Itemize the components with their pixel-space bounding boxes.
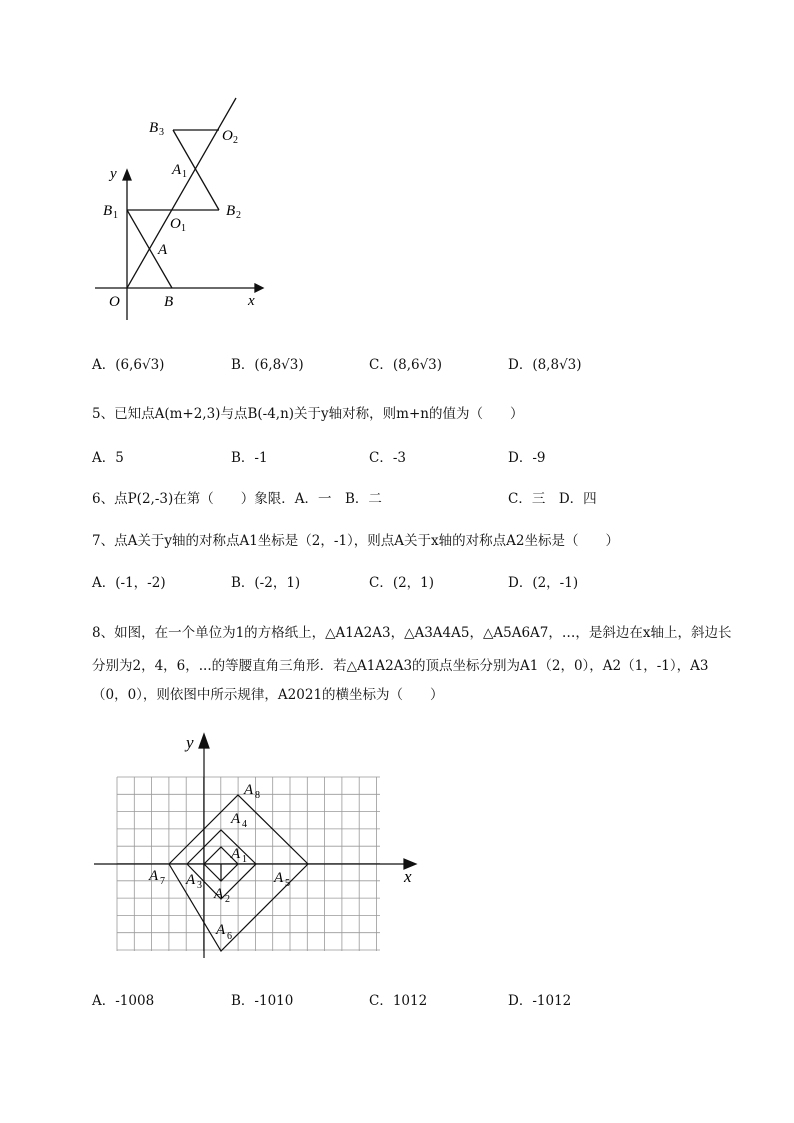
label-A3-sub: 3 xyxy=(197,880,202,891)
label-x: x xyxy=(248,293,255,309)
q8-stem-line3: （0，0），则依图中所示规律，A2021的横坐标为（ ） xyxy=(92,687,444,703)
label-A2: A xyxy=(214,886,224,902)
segment-O-B3-line xyxy=(127,98,236,288)
label-A3: A xyxy=(186,872,196,888)
q5-option-a[interactable]: A．5 xyxy=(92,450,124,466)
option-value: (8,6√3) xyxy=(392,357,443,373)
label-B1-sub: 1 xyxy=(113,210,118,221)
label-A5: A xyxy=(274,870,284,886)
label-B1: B xyxy=(103,203,113,219)
label-A4-sub: 4 xyxy=(242,819,247,830)
label-A2-sub: 2 xyxy=(225,894,230,905)
q7-option-b[interactable]: B．(-2，1) xyxy=(231,575,301,591)
option-letter: B． xyxy=(231,357,255,373)
q5-option-b[interactable]: B．-1 xyxy=(231,450,268,466)
q8-option-d[interactable]: D．-1012 xyxy=(508,993,572,1009)
q5-option-d[interactable]: D．-9 xyxy=(508,450,546,466)
option-letter: D． xyxy=(508,357,533,373)
label-A1-sub: 1 xyxy=(182,169,187,180)
q4-option-d[interactable] xyxy=(508,353,582,373)
label-O2: O xyxy=(222,128,233,144)
x-axis-arrow xyxy=(255,284,263,292)
option-letter: C． xyxy=(369,357,393,373)
option-value: (6,6√3) xyxy=(115,357,165,373)
q7-stem: 7、点A关于y轴的对称点A1坐标是（2，-1），则点A关于x轴的对称点A2坐标是（ ） xyxy=(92,533,619,549)
q8-option-c[interactable]: C．1012 xyxy=(369,993,428,1009)
q4-option-c[interactable] xyxy=(369,353,442,373)
label-A8-sub: 8 xyxy=(255,790,260,801)
label-A6: A xyxy=(216,922,226,938)
label-B2: B xyxy=(226,203,236,219)
q8-stem-line2: 分别为2，4，6，...的等腰直角三角形．若△A1A2A3的顶点坐标分别为A1（2，0），A2（1，-1），A3 xyxy=(92,658,709,674)
q8-option-a[interactable]: A．-1008 xyxy=(92,993,155,1009)
figure-2-grid-diagram xyxy=(92,725,422,965)
label-A8: A xyxy=(244,782,254,798)
label-A1-sub: 1 xyxy=(242,854,247,865)
option-letter: A． xyxy=(92,357,116,373)
q6-options-tail[interactable]: C．三 D．四 xyxy=(508,491,597,507)
label-B3: B xyxy=(149,120,159,136)
y-axis-arrow xyxy=(199,734,209,748)
label-O1-sub: 1 xyxy=(181,223,186,234)
label-A: A xyxy=(158,242,168,258)
y-axis-arrow xyxy=(123,170,131,180)
q8-option-b[interactable]: B．-1010 xyxy=(231,993,294,1009)
label-B: B xyxy=(164,294,174,310)
label-O2-sub: 2 xyxy=(233,135,238,146)
q5-stem: 5、已知点A(m+2,3)与点B(-4,n)关于y轴对称，则m+n的值为（ ） xyxy=(92,406,524,422)
label-B3-sub: 3 xyxy=(159,127,164,138)
label-A7: A xyxy=(149,868,159,884)
label-A5-sub: 5 xyxy=(285,878,290,889)
label-A1: A xyxy=(172,162,182,178)
q5-option-c[interactable]: C．-3 xyxy=(369,450,406,466)
label-A6-sub: 6 xyxy=(227,931,232,942)
figure-1-geometry xyxy=(95,90,270,325)
label-A1: A xyxy=(231,846,241,862)
option-value: (8,8√3) xyxy=(532,357,582,373)
label-O1: O xyxy=(170,216,181,232)
label-y: y xyxy=(110,166,117,182)
label-A7-sub: 7 xyxy=(160,876,165,887)
label-B2-sub: 2 xyxy=(236,210,241,221)
label-A4: A xyxy=(231,811,241,827)
label-x: x xyxy=(404,867,412,886)
q8-stem-line1: 8、如图，在一个单位为1的方格纸上，△A1A2A3，△A3A4A5，△A5A6A7，…，是斜边在x轴上，斜边长 xyxy=(92,625,732,641)
q4-option-a[interactable] xyxy=(92,353,164,373)
q7-option-c[interactable]: C．(2，1) xyxy=(369,575,435,591)
q6-stem: 6、点P(2,-3)在第（ ）象限．A．一 B．二 xyxy=(92,491,382,507)
q4-option-b[interactable] xyxy=(231,353,304,373)
label-O: O xyxy=(109,294,120,310)
option-value: (6,8√3) xyxy=(254,357,304,373)
label-y: y xyxy=(186,733,194,752)
q7-option-a[interactable]: A．(-1，-2) xyxy=(92,575,166,591)
q7-option-d[interactable]: D．(2，-1) xyxy=(508,575,579,591)
